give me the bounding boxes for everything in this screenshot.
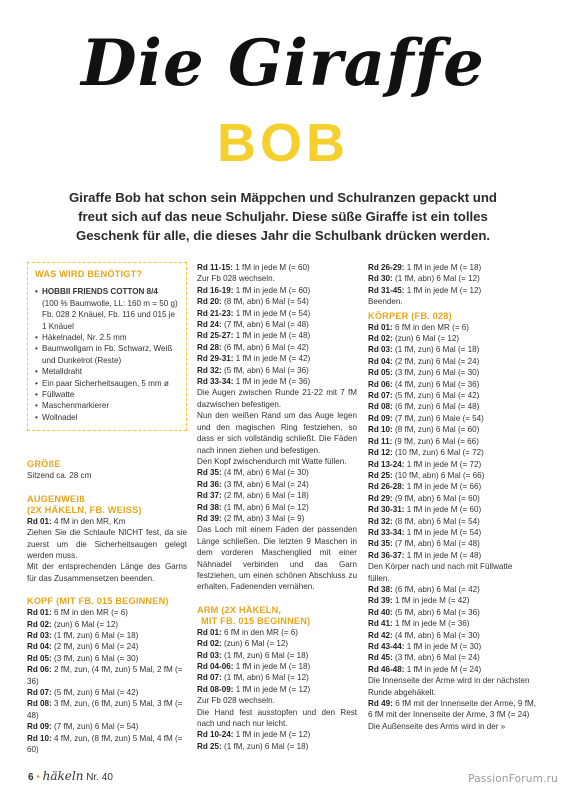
round-label: Rd 39: xyxy=(368,596,393,606)
magazine-name: häkeln xyxy=(42,769,84,783)
round-text: 1 fM in jede M (= 54) xyxy=(406,527,482,537)
instruction-row xyxy=(197,490,357,501)
round-text: 1 fM in jede M (= 72) xyxy=(406,459,482,469)
instruction-row xyxy=(27,664,187,687)
round-text: (5 fM, abn) 6 Mal (= 36) xyxy=(395,607,480,617)
instruction-row xyxy=(27,698,187,721)
instruction-row xyxy=(368,664,536,675)
round-label: Rd 37: xyxy=(197,491,222,501)
instruction-row xyxy=(368,333,536,344)
arm-end: Beenden. xyxy=(368,297,403,307)
instruction-row xyxy=(197,467,357,478)
round-text: (10 fM, abn) 6 Mal (= 66) xyxy=(395,470,485,480)
round-label: Rd 38: xyxy=(197,502,222,512)
round-text: 1 fM in jede M (= 48) xyxy=(406,550,482,560)
column-1 xyxy=(27,262,187,755)
instruction-row xyxy=(27,733,187,756)
round-text: 1 fM in jede M (= 66) xyxy=(406,482,482,492)
instruction-row xyxy=(27,687,187,698)
round-text: (1 fM, zun) 6 Mal (= 18) xyxy=(54,630,139,640)
round-label: Rd 29: xyxy=(368,493,393,503)
round-text: 1 fM in jede M (= 12) xyxy=(235,730,311,740)
round-label: Rd 33-34: xyxy=(197,377,234,387)
instruction-row xyxy=(368,652,536,663)
instruction-row xyxy=(197,638,357,649)
instruction-row xyxy=(368,262,536,273)
eye-white-note: Ziehen Sie die Schlaufe NICHT fest, da sie zuerst um die Sicherheitsaugen gelegt werden muss. xyxy=(27,528,187,560)
yarn-detail: (100 % Baumwolle, LL: 160 m = 50 g) Fb. 028 2 Knäuel, Fb. 116 und 015 je 1 Knäuel xyxy=(42,298,178,331)
instruction-row xyxy=(368,493,536,504)
round-text: 1 fM in jede M (= 48) xyxy=(235,331,311,341)
round-text: 1 fM in jede M (= 60) xyxy=(235,263,310,272)
round-text: (1 fM, abn) 6 Mal (= 12) xyxy=(395,274,480,284)
round-label: Rd 41: xyxy=(368,619,393,629)
round-label: Rd 01: xyxy=(27,608,52,618)
instruction-row xyxy=(27,607,187,618)
instruction-row xyxy=(368,607,536,618)
round-label: Rd 26-28: xyxy=(368,482,405,492)
round-label: Rd 10-24: xyxy=(197,730,234,740)
instruction-row xyxy=(368,344,536,355)
round-text: (2 fM, abn) 6 Mal (= 18) xyxy=(224,491,309,501)
round-label: Rd 09: xyxy=(368,413,393,423)
head-rows-continued xyxy=(197,262,357,273)
instruction-row xyxy=(368,379,536,390)
round-label: Rd 33-34: xyxy=(368,527,405,537)
materials-item: • HOBBII FRIENDS COTTON 8/4 xyxy=(35,286,179,297)
round-label: Rd 21-23: xyxy=(197,308,234,318)
materials-item: • Häkelnadel, Nr. 2.5 mm xyxy=(35,332,179,343)
instruction-row xyxy=(368,322,536,333)
instruction-row xyxy=(368,285,536,296)
round-text: (3 fM, abn) 6 Mal (= 24) xyxy=(224,479,309,489)
instruction-row xyxy=(368,618,536,629)
pattern-name: BOB xyxy=(217,113,349,173)
instruction-row xyxy=(368,356,536,367)
round-text: 1 fM in jede M (= 60) xyxy=(406,505,482,515)
size-heading: GRÖßE xyxy=(27,459,61,470)
round-label: Rd 08-09: xyxy=(197,684,234,694)
body-rows-2 xyxy=(368,584,536,675)
instruction-row xyxy=(368,413,536,424)
bullet-icon: • xyxy=(36,772,40,783)
round-label: Rd 36: xyxy=(197,479,222,489)
instruction-row xyxy=(197,353,357,364)
instruction-row xyxy=(368,630,536,641)
round-label: Rd 10: xyxy=(27,733,52,743)
color-change-note: Zur Fb 028 wechseln. xyxy=(197,274,275,284)
round-label: Rd 28: xyxy=(197,342,222,352)
round-text: (6 fM, abn) 6 Mal (= 42) xyxy=(395,584,480,594)
round-text: (5 fM, zun) 6 Mal (= 42) xyxy=(54,687,139,697)
instruction-row xyxy=(368,584,536,595)
instruction-row xyxy=(197,330,357,341)
round-label: Rd 01: xyxy=(197,627,222,637)
instruction-row xyxy=(197,502,357,513)
head-rows-3 xyxy=(197,467,357,524)
round-label: Rd 06: xyxy=(27,665,52,675)
round-label: Rd 05: xyxy=(27,653,52,663)
instruction-row xyxy=(368,459,536,470)
instruction-row xyxy=(368,481,536,492)
instruction-row xyxy=(368,436,536,447)
arm-rows xyxy=(197,627,357,695)
round-text: (3 fM, zun) 6 Mal (= 30) xyxy=(395,368,480,378)
round-text: (2 fM, abn) 3 Mal (= 9) xyxy=(224,513,305,523)
instruction-row xyxy=(27,641,187,652)
instruction-row xyxy=(197,285,357,296)
instruction-row xyxy=(368,538,536,549)
instruction-row xyxy=(27,630,187,641)
watermark: PassionForum.ru xyxy=(468,773,558,785)
materials-list xyxy=(35,286,179,423)
round-label: Rd 04: xyxy=(368,356,393,366)
round-label: Rd 35: xyxy=(368,539,393,549)
round-label: Rd 03: xyxy=(27,630,52,640)
round-label: Rd 32: xyxy=(197,365,222,375)
round-text: 1 fM in jede M (= 36) xyxy=(235,377,311,387)
round-label: Rd 24: xyxy=(197,320,222,330)
instruction-row xyxy=(197,296,357,307)
round-text: 3 fM, zun, (6 fM, zun) 5 Mal, 3 fM (= 48) xyxy=(27,699,183,720)
round-text: 6 fM in den MR (= 6) xyxy=(54,608,128,618)
round-label: Rd 02: xyxy=(27,619,52,629)
instruction-row: Rd 49: 6 fM mit der Innenseite der Arme, 9 fM, 6 fM mit der Innenseite der Arme, 3 fM (= 24) xyxy=(368,699,536,720)
close-note: Das Loch mit einem Faden der passenden Länge schließen. Die letzten 9 Maschen in dem vorderen Maschenglied mit einer Nähnadel verbinden und das Garn festziehen, um einen schönen Abschluss zu erhalten. Fadenenden vernähen. xyxy=(197,525,357,592)
round-label: Rd 07: xyxy=(368,391,393,401)
round-text: (7 fM, zun) 6 Male (= 54) xyxy=(395,413,484,423)
instruction-row xyxy=(197,479,357,490)
round-label: Rd 11-15: xyxy=(197,263,233,272)
round-label: Rd 01: xyxy=(368,322,393,332)
round-text: (4 fM, abn) 6 Mal (= 30) xyxy=(395,630,480,640)
instruction-row xyxy=(197,513,357,524)
round-text: 1 fM in jede M (= 12) xyxy=(406,285,482,295)
round-label: Rd 45: xyxy=(368,653,393,663)
round-label: Rd 08: xyxy=(368,402,393,412)
instruction-row xyxy=(197,661,357,672)
round-label: Rd 43-44: xyxy=(368,642,405,651)
round-text: 1 fM in jede M (= 24) xyxy=(406,664,482,674)
issue-number: Nr. 40 xyxy=(86,772,113,783)
round-text: (1 fM, abn) 6 Mal (= 12) xyxy=(224,502,309,512)
round-label: Rd 25-27: xyxy=(197,331,234,341)
arm-rows-2 xyxy=(197,729,357,752)
round-label: Rd 40: xyxy=(368,607,393,617)
round-label: Rd 46-48: xyxy=(368,664,405,674)
round-text: (6 fM, zun) 6 Mal (= 48) xyxy=(395,402,480,412)
round-label: Rd 35: xyxy=(197,468,222,478)
round-text: (9 fM, zun) 6 Mal (= 66) xyxy=(394,436,479,446)
head-heading: KOPF (MIT FB. 015 BEGINNEN) xyxy=(27,596,169,607)
instruction-row xyxy=(368,273,536,284)
round-text: 1 fM in jede M (= 12) xyxy=(235,684,311,694)
round-text: 1 fM in jede M (= 18) xyxy=(406,263,482,272)
round-text: (6 fM, abn) 6 Mal (= 42) xyxy=(224,342,309,352)
instruction-row xyxy=(368,504,536,515)
body-heading: KÖRPER (FB. 028) xyxy=(368,310,452,321)
round-label: Rd 05: xyxy=(368,368,393,378)
eye-white-heading: AUGENWEIß (2X HÄKELN, FB. WEISS) xyxy=(27,493,142,515)
round-label: Rd 09: xyxy=(27,722,52,732)
round-label: Rd 07: xyxy=(197,673,222,683)
instruction-row xyxy=(197,650,357,661)
materials-item: • Metalldraht xyxy=(35,366,179,377)
round-text: (8 fM, abn) 6 Mal (= 54) xyxy=(395,516,480,526)
round-label: Rd 42: xyxy=(368,630,393,640)
body-rows xyxy=(368,322,536,562)
round-text: 2 fM, zun, (4 fM, zun) 5 Mal, 2 fM (= 36) xyxy=(27,665,183,686)
round-label: Rd 06: xyxy=(368,379,393,389)
instruction-row xyxy=(197,342,357,353)
instruction-row xyxy=(197,741,357,752)
eyes-note-2: Nun den weißen Rand um das Auge legen und den magischen Ring festziehen, so dass er sich vollständig schließt. Die Fäden nach innen ziehen und befestigen. xyxy=(197,411,357,455)
arm-rows-3 xyxy=(368,262,536,296)
instruction-row xyxy=(368,527,536,538)
round-label: Rd 20: xyxy=(197,297,222,307)
instruction-row xyxy=(368,470,536,481)
round-text: (10 fM, zun) 6 Mal (= 72) xyxy=(395,448,484,458)
body-fill-note: Den Körper nach und nach mit Füllwatte füllen. xyxy=(368,562,513,583)
instruction-row xyxy=(197,262,357,273)
materials-item: • Wollnadel xyxy=(35,412,179,423)
round-label: Rd 13-24: xyxy=(368,459,405,469)
round-label: Rd 25: xyxy=(368,470,393,480)
materials-item: • Füllwatte xyxy=(35,389,179,400)
round-text: 1 fM in jede M (= 42) xyxy=(235,354,311,364)
round-label: Rd 30: xyxy=(368,274,393,284)
round-label: Rd 32: xyxy=(368,516,393,526)
round-text: 6 fM in den MR (= 6) xyxy=(224,627,298,637)
round-text: (7 fM, abn) 6 Mal (= 48) xyxy=(395,539,480,549)
round-text: (zun) 6 Mal (= 12) xyxy=(224,639,289,649)
round-label: Rd 39: xyxy=(197,513,222,523)
arm-color-change: Zur Fb 028 wechseln. xyxy=(197,696,275,706)
round-label: Rd 02: xyxy=(197,639,222,649)
inner-arms-note: Die Innenseite der Arme wird in der nächsten Runde abgehäkelt. xyxy=(368,676,530,697)
materials-box xyxy=(27,262,187,431)
materials-title: WAS WIRD BENÖTIGT? xyxy=(35,269,143,279)
round-label: Rd 25: xyxy=(197,741,222,751)
round-label: Rd 04: xyxy=(27,642,52,652)
round-text: (1 fM, abn) 6 Mal (= 12) xyxy=(224,673,309,683)
arm-stuff-note: Die Hand fest ausstopfen und den Rest nach und nach nur leicht. xyxy=(197,707,357,729)
instruction-row xyxy=(197,672,357,683)
round-text: (5 fM, abn) 6 Mal (= 36) xyxy=(224,365,309,375)
column-2 xyxy=(197,262,357,752)
materials-item: • Baumwollgarn in Fb. Schwarz, Weiß und Dunkelrot (Reste) xyxy=(35,343,179,366)
round-label: Rd 03: xyxy=(197,650,222,660)
round-text: 4 fM, zun, (8 fM, zun) 5 Mal, 4 fM (= 60) xyxy=(27,733,183,754)
round-text: (1 fM, zun) 6 Mal (= 18) xyxy=(395,345,480,355)
instruction-row xyxy=(368,516,536,527)
instruction-row xyxy=(197,729,357,740)
intro-text: Giraffe Bob hat schon sein Mäppchen und Schulranzen gepackt und freut sich auf das neue Schuljahr. Diese süße Giraffe ist ein tolles Geschenk für alle, die dieses Jahr die Schulbank drücken werden. xyxy=(69,190,497,243)
round-text: (2 fM, zun) 6 Mal (= 24) xyxy=(54,642,139,652)
round-label: Rd 31-45: xyxy=(368,285,405,295)
eye-white-note-2: Mit der entsprechenden Länge des Garns für das Zusammensetzen beenden. xyxy=(27,562,187,583)
instruction-row xyxy=(197,365,357,376)
instruction-row xyxy=(368,367,536,378)
round-text: (5 fM, zun) 6 Mal (= 42) xyxy=(395,391,480,401)
page-number: 6 xyxy=(28,772,34,783)
round-text: 1 fM in jede M (= 18) xyxy=(235,662,311,671)
round-text: (7 fM, zun) 6 Mal (= 54) xyxy=(54,722,139,732)
fill-note: Den Kopf zwischendurch mit Watte füllen. xyxy=(197,456,347,466)
round-label: Rd 02: xyxy=(368,334,393,344)
size-text: Sitzend ca. 28 cm xyxy=(27,471,92,481)
round-label: Rd 36-37: xyxy=(368,550,405,560)
round-label: Rd 04-06: xyxy=(197,662,234,671)
instruction-row xyxy=(197,627,357,638)
round-text: (4 fM, zun) 6 Mal (= 36) xyxy=(395,379,480,389)
round-text: (zun) 6 Mal (= 12) xyxy=(54,619,119,629)
round-label: Rd 03: xyxy=(368,345,393,355)
round-label: Rd 10: xyxy=(368,425,393,435)
page-footer xyxy=(28,769,113,783)
round-text: 1 fM in jede M (= 30) xyxy=(406,642,482,651)
round-label: Rd 07: xyxy=(27,687,52,697)
round-label: Rd 08: xyxy=(27,699,52,709)
instruction-row xyxy=(368,424,536,435)
round-label: Rd 12: xyxy=(368,448,393,458)
round-text: 1 fM in jede M (= 42) xyxy=(395,596,470,606)
round-text: (9 fM, abn) 6 Mal (= 60) xyxy=(395,493,480,503)
round-label: Rd 26-29: xyxy=(368,263,405,272)
round-text: (8 fM, abn) 6 Mal (= 54) xyxy=(224,297,309,307)
eyes-note: Die Augen zwischen Runde 21-22 mit 7 fM dazwischen befestigen. xyxy=(197,388,357,409)
column-3 xyxy=(368,262,536,732)
instruction-row: Rd 01: 4 fM in den MR, Km xyxy=(27,516,126,526)
instruction-row xyxy=(27,653,187,664)
instruction-row xyxy=(368,390,536,401)
round-text: (4 fM, abn) 6 Mal (= 30) xyxy=(224,468,309,478)
round-text: (2 fM, zun) 6 Mal (= 24) xyxy=(395,356,480,366)
instruction-row xyxy=(368,595,536,606)
round-text: 6 fM in den MR (= 6) xyxy=(395,322,469,332)
round-label: Rd 30-31: xyxy=(368,505,405,515)
arm-heading: ARM (2X HÄKELN, MIT FB. 015 BEGINNEN) xyxy=(197,604,311,626)
instruction-row xyxy=(197,684,357,695)
instruction-row xyxy=(27,619,187,630)
instruction-row xyxy=(27,721,187,732)
materials-item: • Maschenmarkierer xyxy=(35,400,179,411)
head-rows xyxy=(27,607,187,755)
round-label: Rd 11: xyxy=(368,436,393,446)
round-text: (3 fM, abn) 6 Mal (= 24) xyxy=(395,653,480,663)
round-text: 1 fM in jede M (= 60) xyxy=(235,285,311,295)
instruction-row xyxy=(368,641,536,652)
instruction-row xyxy=(197,376,357,387)
instruction-row xyxy=(368,550,536,561)
head-rows-2 xyxy=(197,285,357,388)
page-title: Die Giraffe xyxy=(81,26,485,101)
round-text: 1 fM in jede M (= 54) xyxy=(235,308,311,318)
round-text: (1 fM, zun) 6 Mal (= 18) xyxy=(224,650,309,660)
instruction-row xyxy=(197,319,357,330)
round-text: (3 fM, zun) 6 Mal (= 30) xyxy=(54,653,139,663)
instruction-row xyxy=(368,401,536,412)
round-label: Rd 38: xyxy=(368,584,393,594)
materials-item: • Ein paar Sicherheitsaugen, 5 mm ø xyxy=(35,378,179,389)
round-text: (zun) 6 Mal (= 12) xyxy=(395,334,460,344)
outer-arms-note: Die Außenseite des Arms wird in der » xyxy=(368,721,506,731)
round-text: (8 fM, zun) 6 Mal (= 60) xyxy=(395,425,480,435)
round-text: (7 fM, abn) 6 Mal (= 48) xyxy=(224,320,309,330)
instruction-row xyxy=(368,447,536,458)
instruction-row xyxy=(197,308,357,319)
round-label: Rd 16-19: xyxy=(197,285,234,295)
round-label: Rd 29-31: xyxy=(197,354,234,364)
round-text: (1 fM, zun) 6 Mal (= 18) xyxy=(224,741,309,751)
round-text: 1 fM in jede M (= 36) xyxy=(395,619,470,629)
